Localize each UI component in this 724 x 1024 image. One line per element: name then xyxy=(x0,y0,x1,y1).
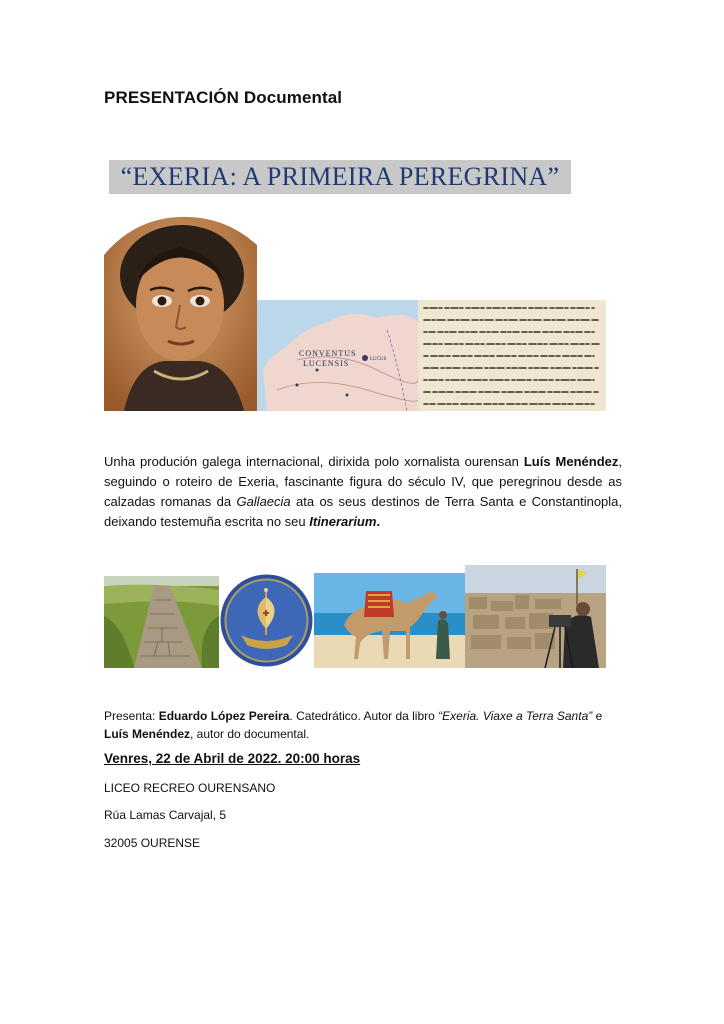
book-title: “Exeria. Viaxe a Terra Santa” xyxy=(438,709,593,723)
intro-text-3: ata os seus destinos de Terra Santa e Constantinopla, deixando testemuña escrita no seu xyxy=(104,494,623,529)
venue-name: LICEO RECREO OURENSANO xyxy=(104,781,276,795)
author-name: Luís Menéndez xyxy=(104,727,191,741)
intro-text-4: . xyxy=(376,514,381,529)
camel-beach-image xyxy=(314,573,465,668)
venue-city: 32005 OURENSE xyxy=(104,836,201,850)
map-label-lucensis: LUCENSIS xyxy=(303,359,350,368)
jerusalem-filming-image xyxy=(465,565,606,668)
region-name: Gallaecia xyxy=(236,494,291,509)
presenta-text-2: e xyxy=(592,709,603,723)
map-label-lucus: LUCUS xyxy=(370,357,387,362)
venue-address: Rúa Lamas Carvajal, 5 xyxy=(104,808,227,822)
map-label-conventus: CONVENTUS xyxy=(299,349,357,358)
intro-text-1: Unha produción galega internacional, dirixida polo xornalista ourensan xyxy=(104,454,524,469)
intro-text-2: , seguindo o roteiro de Exeria, fascinante figura do século IV, que peregrinou desde as calzadas romanas da xyxy=(104,454,622,509)
intro-paragraph xyxy=(104,452,622,532)
presenter-name: Eduardo López Pereira xyxy=(158,709,290,723)
portrait-image xyxy=(104,205,257,411)
work-title: Itinerarium xyxy=(309,514,377,529)
roman-road-image xyxy=(104,576,219,668)
presenta-text-3: , autor do documental. xyxy=(190,727,310,741)
ship-emblem-image xyxy=(219,573,314,668)
presenta-text-1: . Catedrático. Autor da libro xyxy=(289,709,439,723)
page-heading: PRESENTACIÓN Documental xyxy=(104,88,343,107)
map-image xyxy=(257,300,418,411)
presenter-paragraph xyxy=(104,707,624,743)
director-name: Luís Menéndez xyxy=(523,454,619,469)
presenta-label: Presenta: xyxy=(104,709,159,723)
manuscript-image xyxy=(418,300,606,411)
event-date: Venres, 22 de Abril de 2022. 20:00 horas xyxy=(104,751,361,766)
title-banner: “EXERIA: A PRIMEIRA PEREGRINA” xyxy=(109,160,571,194)
